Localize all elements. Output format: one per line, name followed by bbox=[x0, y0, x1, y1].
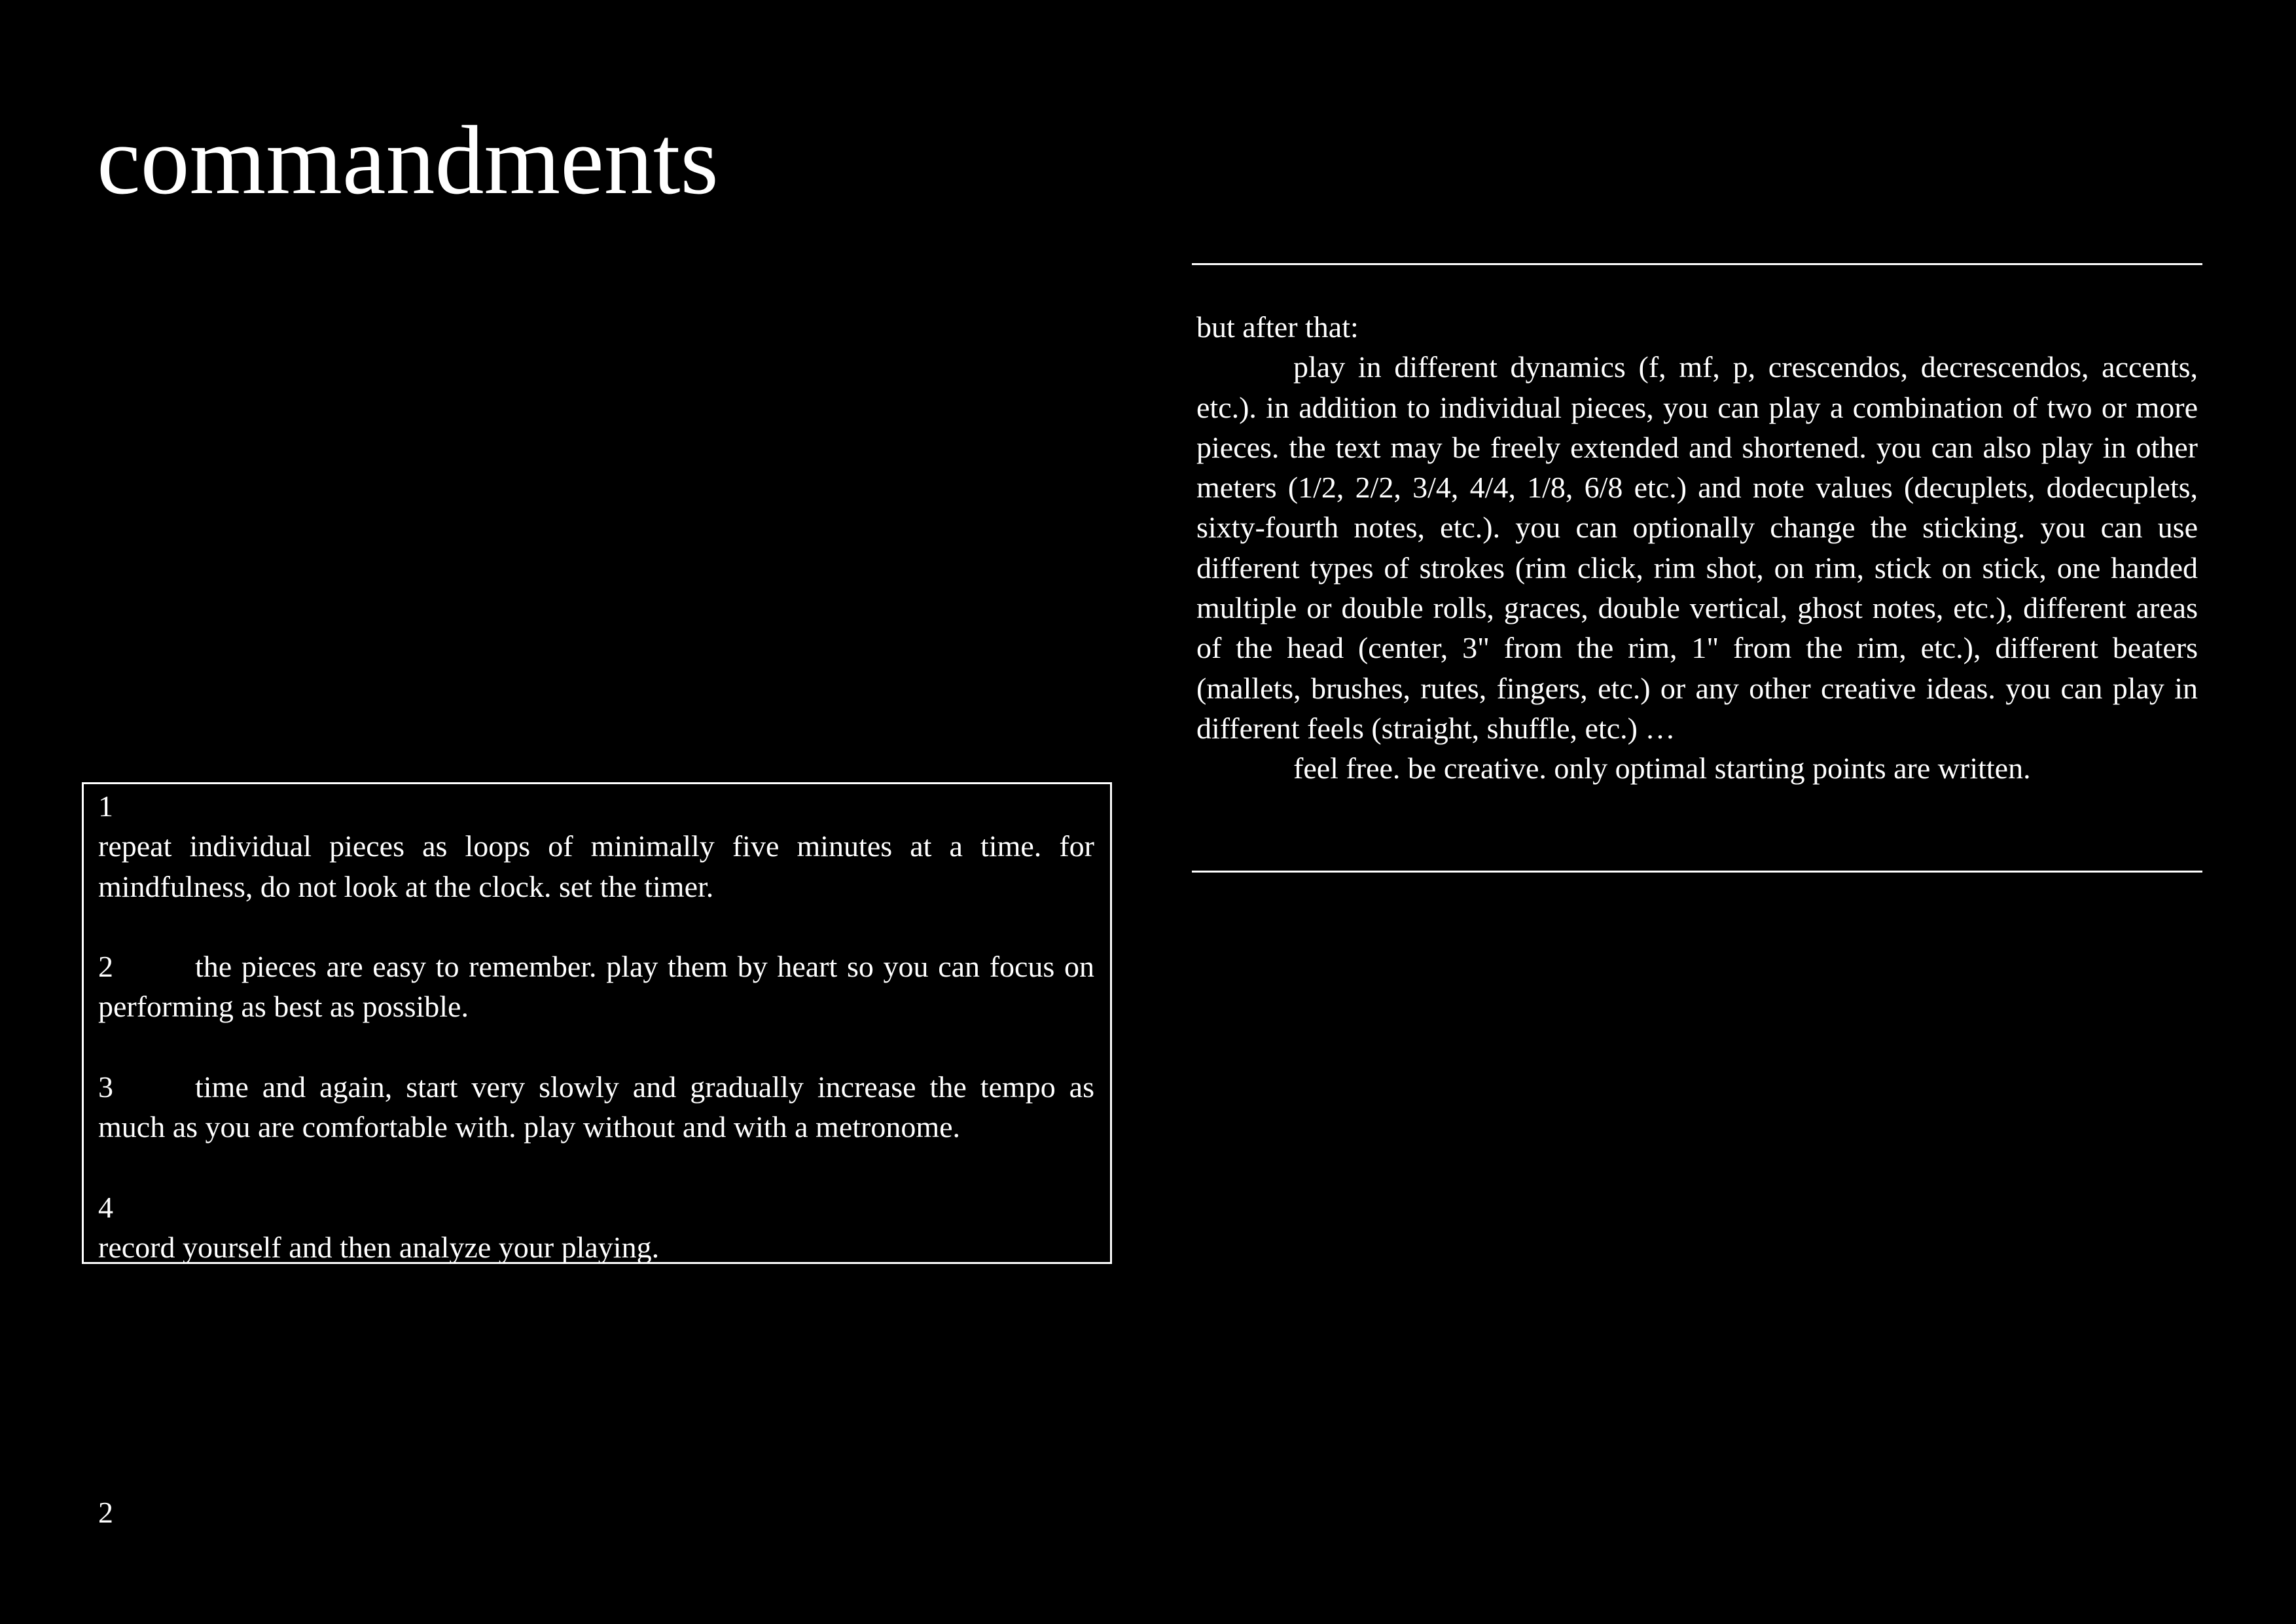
page-number: 2 bbox=[98, 1496, 113, 1529]
commandment-item bbox=[98, 786, 1094, 907]
bottom-divider bbox=[1192, 871, 2202, 873]
after-that-section bbox=[1196, 307, 2198, 789]
commandment-number: 1 bbox=[98, 789, 113, 823]
commandment-text: the pieces are easy to remember. play them by heart so you can focus on performing as best as possible. bbox=[98, 950, 1094, 1024]
commandment-text: time and again, start very slowly and gradually increase the tempo as much as you are comfortable with. play without and with a metronome. bbox=[98, 1070, 1094, 1144]
page-title: commandments bbox=[97, 106, 719, 215]
commandment-text: record yourself and then analyze your playing. bbox=[98, 1231, 660, 1265]
commandment-item bbox=[98, 1067, 1094, 1147]
commandments-box bbox=[82, 782, 1112, 1264]
commandment-item bbox=[98, 947, 1094, 1027]
commandment-number: 3 bbox=[98, 1070, 113, 1104]
after-body: play in different dynamics (f, mf, p, crescendos, decrescendos, accents, etc.). in addition to individual pieces, you can play a combination of two or more pieces. the text may be freely extended and shortened. you can also play in other meters (1/2, 2/2, 3/4, 4/4, 1/8, 6/8 etc.) and note values (decuplets, dodecuplets, sixty-fourth notes, etc.). you can optionally change the sticking. you can use different types of strokes (rim click, rim shot, on rim, stick on stick, one handed multiple or double rolls, graces, double vertical, ghost notes, etc.), different areas of the head (center, 3" from the rim, 1" from the rim, etc.), different beaters (mallets, brushes, rutes, fingers, etc.) or any other creative ideas. you can play in different feels (straight, shuffle, etc.) … bbox=[1196, 350, 2198, 745]
commandment-number: 4 bbox=[98, 1190, 113, 1224]
commandment-item bbox=[98, 1187, 1094, 1268]
after-closing: feel free. be creative. only optimal starting points are written. bbox=[1293, 751, 2031, 785]
top-divider bbox=[1192, 263, 2202, 265]
commandment-number: 2 bbox=[98, 950, 113, 984]
after-heading: but after that: bbox=[1196, 310, 1359, 344]
commandment-text: repeat individual pieces as loops of minimally five minutes at a time. for mindfulness, do not look at the clock. set the timer. bbox=[98, 829, 1094, 903]
